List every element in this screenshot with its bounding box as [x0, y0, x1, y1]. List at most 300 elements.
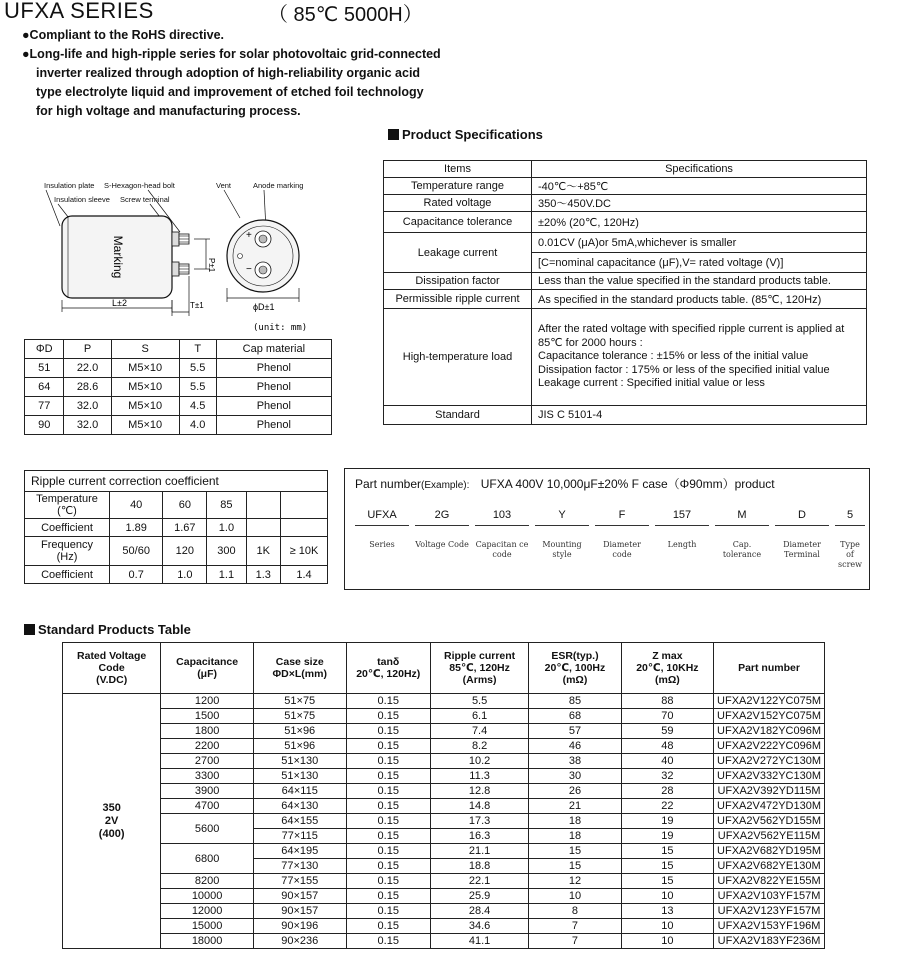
- dims-cell: 32.0: [64, 416, 111, 435]
- screw-terminal-label: Screw terminal: [120, 195, 170, 204]
- table-row: [25, 340, 332, 359]
- zmax-cell: 32: [621, 769, 713, 784]
- zmax-cell: 19: [621, 814, 713, 829]
- rated-voltage-line: (400): [98, 827, 125, 840]
- zmax-cell: 19: [621, 829, 713, 844]
- ripple-cell: 41.1: [430, 934, 528, 949]
- coef-value: 1.3: [246, 566, 280, 584]
- table-header-row: [63, 643, 825, 694]
- tan-cell: 0.15: [346, 724, 430, 739]
- marking-label: Marking: [111, 235, 125, 279]
- empty-cell: [281, 519, 328, 537]
- freq-unit: (Hz): [56, 551, 78, 563]
- temp-unit: (℃): [57, 505, 77, 517]
- case-size-cell: 77×155: [253, 874, 346, 889]
- case-size-cell: 64×130: [253, 799, 346, 814]
- table-row: [63, 934, 825, 949]
- spec-line: Dissipation factor : 175% or less of the specified initial value: [538, 363, 830, 376]
- esr-cell: 85: [529, 694, 621, 709]
- table-row: [63, 799, 825, 814]
- tan-cell: 0.15: [346, 784, 430, 799]
- standard-products-heading: Standard Products Table: [24, 622, 191, 637]
- temp-label: Temperature: [36, 493, 98, 505]
- ripple-cell: 28.4: [430, 904, 528, 919]
- example-label: (Example):: [421, 480, 470, 491]
- vent-label: Vent: [216, 181, 232, 190]
- rated-voltage-line: 2V: [104, 814, 119, 827]
- dims-cell: 4.0: [179, 416, 216, 435]
- table-row: [384, 212, 867, 233]
- capacitance-cell: 1500: [161, 709, 254, 724]
- case-size-cell: 90×196: [253, 919, 346, 934]
- spec-item: High-temperature load: [384, 309, 532, 406]
- esr-cell: 7: [529, 934, 621, 949]
- code: 157: [655, 509, 709, 526]
- section-marker-icon: [24, 624, 35, 635]
- tan-cell: 0.15: [346, 769, 430, 784]
- code: F: [595, 509, 649, 526]
- coef-value: 1.4: [281, 566, 328, 584]
- code-cell: [775, 509, 829, 560]
- case-size-cell: 51×96: [253, 724, 346, 739]
- code-desc: Mounting style: [542, 540, 582, 559]
- part-number-cell: UFXA2V122YC075M: [714, 694, 825, 709]
- part-number-cell: UFXA2V682YE130M: [714, 859, 825, 874]
- case-size-cell: 64×155: [253, 814, 346, 829]
- coef-value: 0.7: [110, 566, 163, 584]
- dims-cell: M5×10: [111, 416, 179, 435]
- part-number-cell: UFXA2V183YF236M: [714, 934, 825, 949]
- capacitance-cell: 2200: [161, 739, 254, 754]
- table-row: [384, 195, 867, 212]
- table-row: [63, 709, 825, 724]
- dims-cell: M5×10: [111, 359, 179, 378]
- part-number-cell: UFXA2V562YE115M: [714, 829, 825, 844]
- series-title: UFXA SERIES: [4, 0, 154, 23]
- code-desc: Type of screw: [838, 540, 862, 569]
- bullet-rohs: ●Compliant to the RoHS directive.: [22, 28, 225, 42]
- esr-cell: 38: [529, 754, 621, 769]
- anode-marking-label: Anode marking: [253, 181, 304, 190]
- standard-products-body: [63, 694, 825, 949]
- spec-value: [C=nominal capacitance (μF),V= rated voltage (V)]: [532, 253, 867, 273]
- ripple-cell: 25.9: [430, 889, 528, 904]
- spec-value: As specified in the standard products table. (85℃, 120Hz): [532, 290, 867, 309]
- coef-label: Coefficient: [25, 566, 110, 584]
- code-cell: [475, 509, 529, 560]
- esr-cell: 12: [529, 874, 621, 889]
- part-number-text: UFXA 400V 10,000μF±20% F case（Φ90mm）product: [480, 477, 775, 491]
- table-row: [384, 233, 867, 253]
- temp-value: 85: [207, 492, 246, 519]
- spec-value: Less than the value specified in the standard products table.: [532, 273, 867, 290]
- tan-cell: 0.15: [346, 799, 430, 814]
- spec-item: Permissible ripple current: [384, 290, 532, 309]
- table-row: [25, 397, 332, 416]
- table-row: [25, 416, 332, 435]
- esr-cell: 18: [529, 814, 621, 829]
- minus-mark: −: [246, 264, 252, 275]
- case-size-cell: 77×130: [253, 859, 346, 874]
- table-row: [63, 889, 825, 904]
- capacitance-cell: 3300: [161, 769, 254, 784]
- code: 2G: [415, 509, 469, 526]
- coef-value: 1.1: [207, 566, 246, 584]
- table-row: [384, 290, 867, 309]
- zmax-cell: 70: [621, 709, 713, 724]
- ripple-cell: 18.8: [430, 859, 528, 874]
- dims-cell: 64: [25, 378, 64, 397]
- capacitance-cell: 3900: [161, 784, 254, 799]
- capacitance-cell: 2700: [161, 754, 254, 769]
- freq-value: 300: [207, 537, 246, 566]
- dims-cell: 22.0: [64, 359, 111, 378]
- case-size-cell: 90×157: [253, 889, 346, 904]
- dims-cell: 51: [25, 359, 64, 378]
- capacitance-cell: 5600: [161, 814, 254, 844]
- part-number-cell: UFXA2V153YF196M: [714, 919, 825, 934]
- table-row: [25, 519, 328, 537]
- part-number-codes: [355, 509, 865, 579]
- code: 5: [835, 509, 865, 526]
- ripple-cell: 21.1: [430, 844, 528, 859]
- coef-value: 1.0: [207, 519, 246, 537]
- rated-voltage-cell: [63, 694, 161, 949]
- dimension-drawing: [28, 176, 328, 336]
- freq-value: 1K: [246, 537, 280, 566]
- freq-value: ≥ 10K: [281, 537, 328, 566]
- ripple-cell: 8.2: [430, 739, 528, 754]
- table-row: [63, 784, 825, 799]
- t-dimension: T±1: [190, 301, 204, 310]
- standard-products-table: [62, 642, 825, 949]
- table-row: [25, 492, 328, 519]
- case-size-cell: 51×130: [253, 769, 346, 784]
- zmax-cell: 59: [621, 724, 713, 739]
- esr-cell: 46: [529, 739, 621, 754]
- spec-line: Leakage current : Specified initial value or less: [538, 377, 765, 390]
- bullet-long-life: ●Long-life and high-ripple series for solar photovoltaic grid-connected inverter realized through adoption of high-reliability organic acid type electrolyte liquid and improvement of etched foil technology for high voltage and manufacturing process.: [22, 47, 441, 118]
- spec-head-items: Items: [384, 161, 532, 178]
- zmax-cell: 10: [621, 919, 713, 934]
- case-size-cell: 64×195: [253, 844, 346, 859]
- table-row: [63, 844, 825, 859]
- tan-cell: 0.15: [346, 829, 430, 844]
- part-number-cell: UFXA2V562YD155M: [714, 814, 825, 829]
- part-number-cell: UFXA2V682YD195M: [714, 844, 825, 859]
- spec-item: Leakage current: [384, 233, 532, 273]
- part-number-cell: UFXA2V392YD115M: [714, 784, 825, 799]
- tan-cell: 0.15: [346, 934, 430, 949]
- table-row: [63, 724, 825, 739]
- code-cell: [415, 509, 469, 550]
- unit-label: (unit: mm): [253, 323, 308, 333]
- code-desc: Cap. tolerance: [722, 540, 762, 559]
- dims-cell: 5.5: [179, 378, 216, 397]
- code-cell: [715, 509, 769, 560]
- head-capacitance: Capacitance (μF): [161, 643, 254, 694]
- tan-cell: 0.15: [346, 754, 430, 769]
- temp-label-cell: [25, 492, 110, 519]
- code-cell: [355, 509, 409, 550]
- case-size-cell: 77×115: [253, 829, 346, 844]
- ripple-cell: 22.1: [430, 874, 528, 889]
- product-spec-heading: Product Specifications: [388, 127, 543, 142]
- spec-value: 0.01CV (μA)or 5mA,whichever is smaller: [532, 233, 867, 253]
- coef-value: 1.0: [163, 566, 207, 584]
- esr-cell: 18: [529, 829, 621, 844]
- tan-cell: 0.15: [346, 919, 430, 934]
- spec-item: Standard: [384, 406, 532, 425]
- head-zmax: Z max 20℃, 10KHz (mΩ): [621, 643, 713, 694]
- part-number-cell: UFXA2V822YE155M: [714, 874, 825, 889]
- capacitance-cell: 12000: [161, 904, 254, 919]
- ripple-title: Ripple current correction coefficient: [25, 471, 328, 492]
- table-row: [25, 566, 328, 584]
- tan-cell: 0.15: [346, 709, 430, 724]
- tan-cell: 0.15: [346, 694, 430, 709]
- tan-cell: 0.15: [346, 814, 430, 829]
- l-dimension: L±2: [112, 298, 127, 308]
- capacitance-cell: 1800: [161, 724, 254, 739]
- capacitance-cell: 4700: [161, 799, 254, 814]
- zmax-cell: 28: [621, 784, 713, 799]
- spec-item: Rated voltage: [384, 195, 532, 212]
- part-number-cell: UFXA2V332YC130M: [714, 769, 825, 784]
- part-number-cell: UFXA2V152YC075M: [714, 709, 825, 724]
- part-number-label: Part number: [355, 477, 422, 491]
- p-dimension: P±1: [207, 258, 216, 273]
- table-row: [25, 378, 332, 397]
- table-row: [63, 874, 825, 889]
- spec-item: Capacitance tolerance: [384, 212, 532, 233]
- case-size-cell: 51×75: [253, 694, 346, 709]
- code-desc: Capacitan ce code: [475, 540, 529, 559]
- head-voltage: Rated Voltage Code (V.DC): [63, 643, 161, 694]
- part-number-cell: UFXA2V272YC130M: [714, 754, 825, 769]
- case-size-cell: 90×236: [253, 934, 346, 949]
- case-size-cell: 51×96: [253, 739, 346, 754]
- dims-cell: Phenol: [216, 359, 331, 378]
- table-row: [25, 471, 328, 492]
- head-case-size: Case size ΦD×L(mm): [253, 643, 346, 694]
- vent-icon: [238, 254, 243, 259]
- esr-cell: 57: [529, 724, 621, 739]
- table-row: [63, 814, 825, 829]
- zmax-cell: 15: [621, 859, 713, 874]
- capacitance-cell: 15000: [161, 919, 254, 934]
- table-row: [384, 273, 867, 290]
- dimension-table: [24, 339, 332, 435]
- dims-cell: Phenol: [216, 378, 331, 397]
- zmax-cell: 48: [621, 739, 713, 754]
- ripple-cell: 5.5: [430, 694, 528, 709]
- capacitance-cell: 18000: [161, 934, 254, 949]
- part-number-header: [355, 475, 775, 492]
- table-row: [63, 919, 825, 934]
- dims-cell: Phenol: [216, 397, 331, 416]
- esr-cell: 30: [529, 769, 621, 784]
- table-row: [63, 769, 825, 784]
- table-row: [384, 406, 867, 425]
- tan-cell: 0.15: [346, 859, 430, 874]
- dims-head: P: [64, 340, 111, 359]
- feature-bullets: [22, 26, 442, 121]
- zmax-cell: 10: [621, 934, 713, 949]
- head-tan: tanδ 20℃, 120Hz): [346, 643, 430, 694]
- esr-cell: 15: [529, 844, 621, 859]
- esr-cell: 68: [529, 709, 621, 724]
- ripple-cell: 6.1: [430, 709, 528, 724]
- capacitance-cell: 10000: [161, 889, 254, 904]
- esr-cell: 26: [529, 784, 621, 799]
- code-desc: Voltage Code: [415, 540, 469, 549]
- zmax-cell: 10: [621, 889, 713, 904]
- section-marker-icon: [388, 129, 399, 140]
- tan-cell: 0.15: [346, 874, 430, 889]
- series-rating: （ 85℃ 5000H）: [268, 4, 423, 26]
- part-number-cell: UFXA2V123YF157M: [714, 904, 825, 919]
- zmax-cell: 15: [621, 844, 713, 859]
- insulation-sleeve-label: Insulation sleeve: [54, 195, 110, 204]
- esr-cell: 8: [529, 904, 621, 919]
- table-row: [384, 309, 867, 406]
- head-esr: ESR(typ.) 20℃, 100Hz (mΩ): [529, 643, 621, 694]
- code: UFXA: [355, 509, 409, 526]
- spec-value: JIS C 5101-4: [532, 406, 867, 425]
- esr-cell: 10: [529, 889, 621, 904]
- zmax-cell: 40: [621, 754, 713, 769]
- table-row: [63, 739, 825, 754]
- ripple-correction-table: [24, 470, 328, 584]
- dims-cell: M5×10: [111, 378, 179, 397]
- tan-cell: 0.15: [346, 844, 430, 859]
- freq-value: 50/60: [110, 537, 163, 566]
- zmax-cell: 22: [621, 799, 713, 814]
- tan-cell: 0.15: [346, 904, 430, 919]
- code: 103: [475, 509, 529, 526]
- spec-value: [532, 309, 867, 406]
- ripple-cell: 16.3: [430, 829, 528, 844]
- part-number-cell: UFXA2V103YF157M: [714, 889, 825, 904]
- hex-bolt-label: S-Hexagon-head bolt: [104, 181, 175, 190]
- esr-cell: 15: [529, 859, 621, 874]
- part-number-cell: UFXA2V472YD130M: [714, 799, 825, 814]
- spec-value: ±20% (20℃, 120Hz): [532, 212, 867, 233]
- table-row: [384, 161, 867, 178]
- dims-cell: 4.5: [179, 397, 216, 416]
- capacitance-cell: 8200: [161, 874, 254, 889]
- spec-item: Temperature range: [384, 178, 532, 195]
- dims-cell: 28.6: [64, 378, 111, 397]
- table-row: [63, 904, 825, 919]
- dims-cell: 32.0: [64, 397, 111, 416]
- dims-cell: Phenol: [216, 416, 331, 435]
- coef-value: 1.89: [110, 519, 163, 537]
- coef-value: 1.67: [163, 519, 207, 537]
- case-size-cell: 64×115: [253, 784, 346, 799]
- case-size-cell: 51×75: [253, 709, 346, 724]
- part-number-cell: UFXA2V222YC096M: [714, 739, 825, 754]
- dims-cell: 90: [25, 416, 64, 435]
- code-cell: [535, 509, 589, 560]
- dims-head: T: [179, 340, 216, 359]
- dims-head: Cap material: [216, 340, 331, 359]
- part-number-example: [344, 468, 870, 590]
- spec-item: Dissipation factor: [384, 273, 532, 290]
- spec-value: 350～450V.DC: [532, 195, 867, 212]
- table-row: [63, 754, 825, 769]
- head-part-number: Part number: [714, 643, 825, 694]
- tan-cell: 0.15: [346, 889, 430, 904]
- code-cell: [595, 509, 649, 560]
- zmax-cell: 13: [621, 904, 713, 919]
- table-row: [63, 694, 825, 709]
- tan-cell: 0.15: [346, 739, 430, 754]
- code-desc: Diameter code: [603, 540, 641, 559]
- dims-head: ΦD: [25, 340, 64, 359]
- code-desc: Diameter Terminal: [783, 540, 821, 559]
- dims-head: S: [111, 340, 179, 359]
- ripple-cell: 17.3: [430, 814, 528, 829]
- ripple-cell: 12.8: [430, 784, 528, 799]
- spec-line: Capacitance tolerance : ±15% or less of the initial value: [538, 350, 809, 363]
- code-desc: Length: [667, 540, 697, 549]
- spec-head-specs: Specifications: [532, 161, 867, 178]
- capacitance-cell: 6800: [161, 844, 254, 874]
- case-size-cell: 51×130: [253, 754, 346, 769]
- head-ripple: Ripple current 85℃, 120Hz (Arms): [430, 643, 528, 694]
- dims-cell: 5.5: [179, 359, 216, 378]
- ripple-cell: 11.3: [430, 769, 528, 784]
- code: D: [775, 509, 829, 526]
- dims-cell: 77: [25, 397, 64, 416]
- empty-cell: [246, 519, 280, 537]
- insulation-plate-label: Insulation plate: [44, 181, 95, 190]
- case-size-cell: 90×157: [253, 904, 346, 919]
- code-desc: Series: [369, 540, 395, 549]
- spec-line: After the rated voltage with specified ripple current is applied at 85℃ for 2000 hours :: [538, 323, 845, 349]
- rated-voltage-line: 350: [102, 801, 121, 814]
- freq-label: Frequency: [41, 539, 93, 551]
- code-cell: [835, 509, 865, 570]
- table-row: [25, 359, 332, 378]
- table-row: [25, 537, 328, 566]
- spec-value: -40℃～+85℃: [532, 178, 867, 195]
- product-spec-table: [383, 160, 867, 425]
- esr-cell: 21: [529, 799, 621, 814]
- code-cell: [655, 509, 709, 550]
- table-row: [384, 178, 867, 195]
- empty-cell: [281, 492, 328, 519]
- empty-cell: [246, 492, 280, 519]
- d-dimension: ϕD±1: [253, 302, 275, 312]
- freq-value: 120: [163, 537, 207, 566]
- part-number-cell: UFXA2V182YC096M: [714, 724, 825, 739]
- plus-mark: +: [246, 230, 252, 241]
- ripple-cell: 10.2: [430, 754, 528, 769]
- coef-label: Coefficient: [25, 519, 110, 537]
- zmax-cell: 88: [621, 694, 713, 709]
- temp-value: 40: [110, 492, 163, 519]
- dims-cell: M5×10: [111, 397, 179, 416]
- code: M: [715, 509, 769, 526]
- esr-cell: 7: [529, 919, 621, 934]
- temp-value: 60: [163, 492, 207, 519]
- code: Y: [535, 509, 589, 526]
- ripple-cell: 14.8: [430, 799, 528, 814]
- freq-label-cell: [25, 537, 110, 566]
